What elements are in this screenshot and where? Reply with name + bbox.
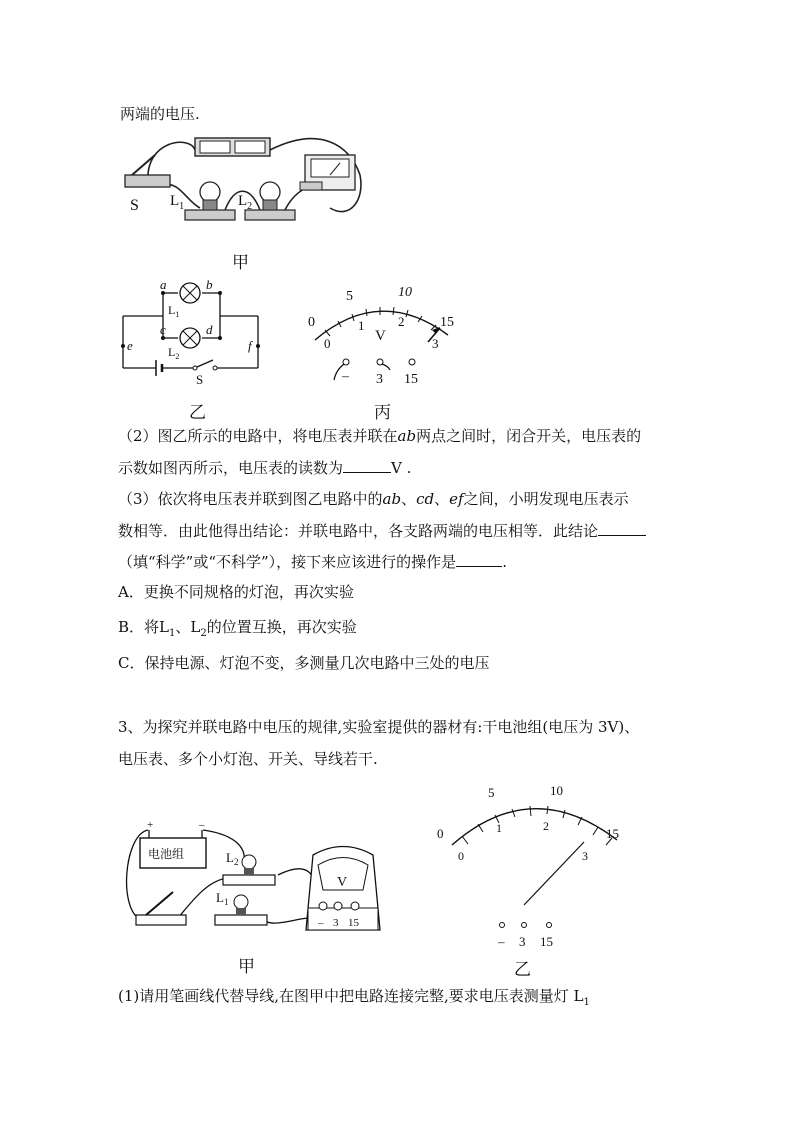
q2-sub2-line2: 示数如图丙所示，电压表的读数为 V .: [118, 459, 412, 477]
fig-q3-yi-label: 乙: [514, 960, 531, 980]
switch-label-S: S: [130, 197, 139, 214]
dial-upper-0: 0: [308, 315, 315, 330]
intro-tail-text: 两端的电压.: [120, 105, 200, 123]
q3-dial-upper-0: 0: [437, 826, 444, 841]
figure-q3-yi-dial: [432, 780, 632, 960]
fig-q2-bing-label: 丙: [374, 403, 391, 423]
q3-dial-upper-15: 15: [606, 826, 619, 841]
dial-lower-0: 0: [324, 336, 331, 351]
q3-dial-lower-0: 0: [458, 849, 464, 863]
battery-minus: –: [199, 819, 205, 831]
term-3: 3: [376, 372, 383, 387]
q3-lamp2-label: $L_2$: [226, 850, 239, 867]
figure-q3-jia: [118, 820, 388, 955]
q3-yi-term-15: 15: [540, 934, 553, 949]
fig-q2-yi-label: 乙: [189, 403, 206, 423]
dial-lower-1: 1: [358, 318, 365, 333]
q3-line1: 3、为探究并联电路中电压的规律,实验室提供的器材有:干电池组(电压为 3V)、: [118, 718, 640, 736]
figure-q2-yi-circuit: [118, 278, 268, 388]
node-e: e: [127, 338, 133, 353]
circuit-switch-S: S: [196, 372, 204, 387]
fig-q2-jia-label: 甲: [232, 253, 249, 273]
q3-dial-upper-10: 10: [550, 783, 563, 798]
q3-sub1: (1)请用笔画线代替导线,在图甲中把电路连接完整,要求电压表测量灯 $L_1$: [118, 987, 590, 1008]
lamp1-label: $L_1$: [170, 193, 185, 212]
q3-yi-term-3: 3: [519, 934, 526, 949]
q2-sub3-line1: （3）依次将电压表并联到图乙电路中的ab、cd、ef之间，小明发现电压表示: [118, 490, 629, 508]
node-d: d: [206, 322, 213, 337]
q3-lamp1-label: $L_1$: [216, 890, 229, 907]
q3-dial-lower-3: 3: [582, 849, 588, 863]
figure-q2-jia: [120, 130, 360, 245]
node-c: c: [160, 322, 166, 337]
q3-term-15: 15: [348, 917, 359, 929]
node-f: f: [248, 338, 252, 353]
q3-meter-V: V: [337, 875, 348, 890]
battery-label: 电池组: [148, 847, 185, 861]
node-b: b: [206, 277, 213, 292]
answer-blank-conclusion[interactable]: [598, 520, 646, 536]
q3-line2: 电压表、多个小灯泡、开关、导线若干.: [118, 750, 378, 768]
answer-blank-reading[interactable]: [343, 457, 391, 473]
q3-dial-upper-5: 5: [488, 785, 495, 800]
figure-q2-bing-voltmeter: [300, 280, 470, 390]
dial-upper-5: 5: [346, 289, 353, 304]
dial-lower-3: 3: [432, 336, 439, 351]
lamp2-label: $L_2$: [238, 193, 253, 212]
q3-term-3: 3: [333, 917, 339, 929]
q3-dial-lower-1: 1: [496, 821, 502, 835]
term-minus: –: [342, 369, 349, 384]
q2-sub3-line2: 数相等．由此他得出结论：并联电路中，各支路两端的电压相等．此结论: [118, 520, 646, 541]
circuit-L2-label: $L_2$: [168, 345, 180, 361]
q3-dial-lower-2: 2: [543, 819, 549, 833]
circuit-L1-label: $L_1$: [168, 303, 180, 319]
q3-yi-term-minus: –: [498, 934, 505, 949]
fig-q3-jia-label: 甲: [238, 957, 255, 977]
battery-plus: +: [147, 819, 154, 831]
dial-upper-15: 15: [440, 315, 454, 330]
answer-blank-operation[interactable]: [456, 551, 502, 567]
option-c: C．保持电源、灯泡不变，多测量几次电路中三处的电压: [118, 654, 490, 672]
q2-sub2-line1: （2）图乙所示的电路中，将电压表并联在ab两点之间时，闭合开关，电压表的: [118, 427, 642, 445]
q3-term-minus: –: [318, 917, 324, 929]
dial-upper-10: 10: [398, 285, 412, 300]
node-a: a: [160, 277, 167, 292]
q2-sub3-line3: （填“科学”或“不科学”），接下来应该进行的操作是 .: [118, 553, 507, 571]
option-a: A．更换不同规格的灯泡，再次实验: [118, 583, 354, 601]
dial-lower-2: 2: [398, 314, 405, 329]
option-b: B．将$L_1$、$L_2$的位置互换，再次实验: [118, 618, 357, 639]
term-15: 15: [404, 372, 418, 387]
dial-V: V: [375, 328, 386, 344]
